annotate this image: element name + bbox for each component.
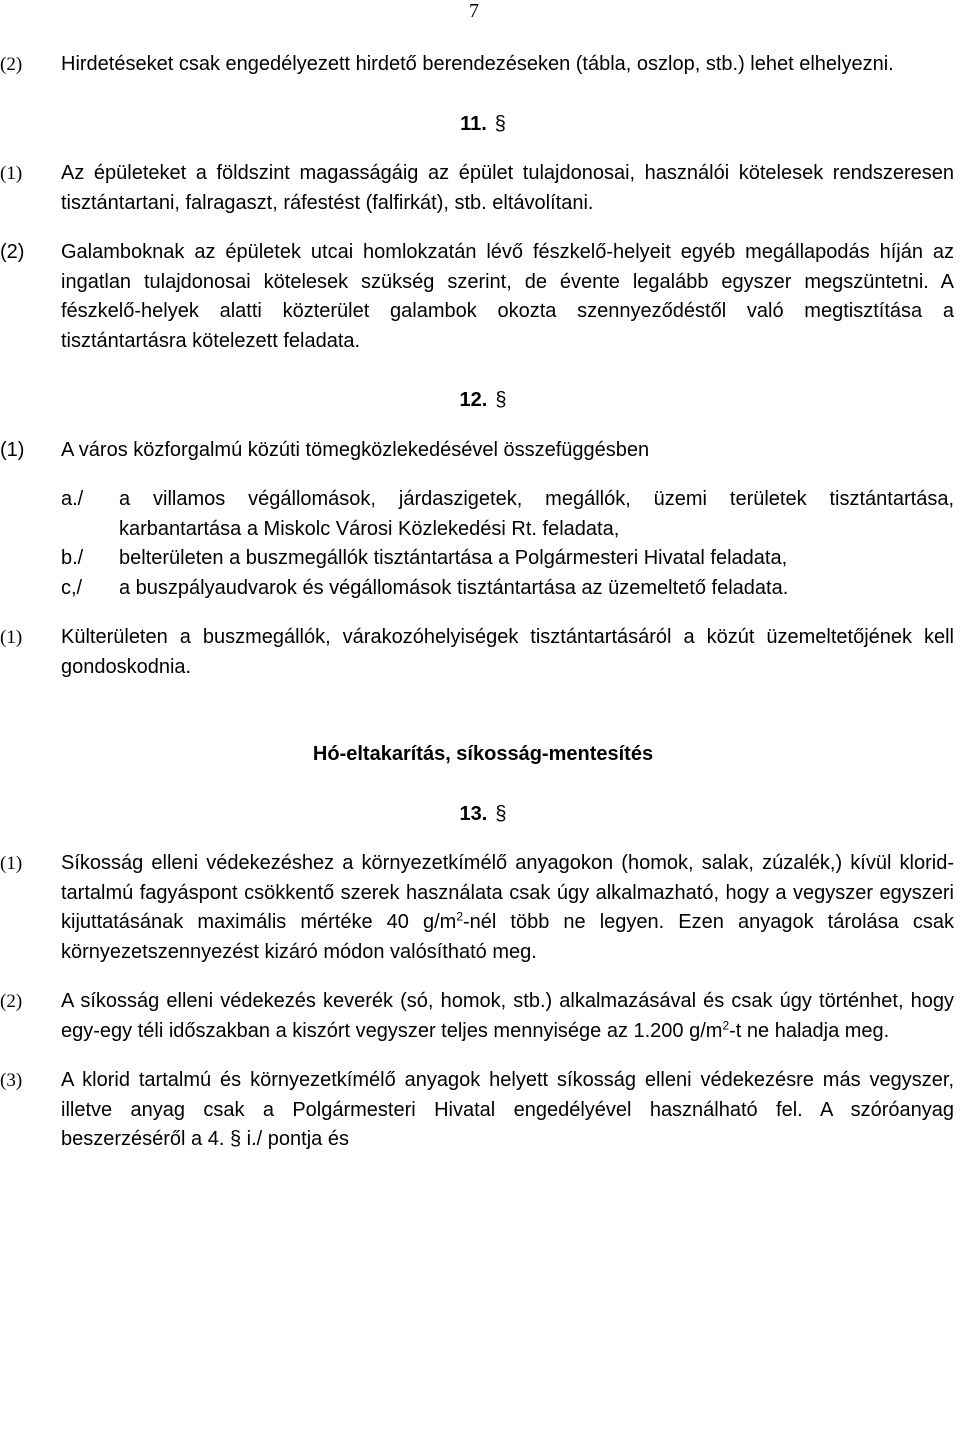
item-text: a buszpályaudvarok és végállomások tisztántartása az üzemeltető feladata. bbox=[119, 576, 789, 599]
paragraph-text-a: Síkosság elleni védekezéshez a környezetkímélő anyagokon (homok, salak, zúzalék,) kívül klorid-tartalmú fagyáspont csökkentő szerek használata csak úgy alkalmazható, hogy a vegyszer egyszeri kijuttatásának maximális mértéke 40 g/m bbox=[61, 852, 954, 933]
paragraph-2-advertising bbox=[0, 50, 954, 80]
paragraph-12-1 bbox=[0, 436, 954, 466]
paragraph-number: (1) bbox=[0, 163, 23, 184]
paragraph-number: (1) bbox=[0, 438, 25, 461]
section-symbol: § bbox=[229, 1128, 242, 1150]
item-text: belterületen a buszmegállók tisztántartása a Polgármesteri Hivatal feladata, bbox=[119, 547, 788, 569]
paragraph-12-1b bbox=[0, 623, 954, 682]
paragraph-number: (2) bbox=[0, 991, 23, 1012]
section-symbol: § bbox=[495, 389, 507, 411]
list-item bbox=[61, 544, 954, 574]
paragraph-text: Az épületeket a földszint magasságáig az épület tulajdonosai, használói kötelesek rendszeresen tisztántartani, falragaszt, ráfestést (falfirkát), stb. eltávolítani. bbox=[61, 162, 954, 214]
paragraph-text-a: A síkosság elleni védekezés keverék (só, homok, stb.) alkalmazásával és csak úgy történhet, hogy egy-egy téli időszakban a kiszórt vegyszer teljes mennyisége az 1.200 g/m bbox=[61, 990, 954, 1042]
document-body bbox=[0, 50, 960, 1155]
paragraph-text-b: i./ pontja és bbox=[246, 1128, 349, 1150]
paragraph-number: (2) bbox=[0, 54, 23, 75]
item-text: a villamos végállomások, járdaszigetek, megállók, üzemi területek tisztántartása, karbantartása a Miskolc Városi Közlekedési Rt. feladata, bbox=[119, 488, 954, 540]
paragraph-text: Galamboknak az épületek utcai homlokzatán lévő fészkelő-helyeit egyéb megállapodás híján az ingatlan tulajdonosai kötelesek szükség szerint, de évente legalább egyszer megszüntetni. A fészkelő-helyek alatti közterület galambok okozta szennyeződéstől való megtisztítása a tisztántartásra kötelezett feladata. bbox=[61, 241, 954, 352]
item-label: c,/ bbox=[61, 576, 83, 599]
section-heading-12 bbox=[0, 386, 960, 416]
paragraph-11-2 bbox=[0, 238, 954, 356]
list-item bbox=[61, 574, 954, 604]
subheading-snow-removal: Hó-eltakarítás, síkosság-mentesítés bbox=[312, 743, 654, 765]
paragraph-text-b: -t ne haladja meg. bbox=[729, 1019, 890, 1042]
paragraph-number: (1) bbox=[0, 853, 23, 874]
superscript: 2 bbox=[722, 1017, 730, 1032]
section-heading-13 bbox=[0, 800, 960, 830]
paragraph-text-b: -nél több ne legyen. Ezen anyagok tárolása csak környezetszennyezést kizáró módon valósítható meg. bbox=[61, 911, 954, 963]
section-number: 13. bbox=[459, 802, 488, 825]
section-symbol: § bbox=[494, 112, 506, 135]
paragraph-13-3 bbox=[0, 1066, 954, 1155]
paragraph-number: (1) bbox=[0, 627, 23, 648]
superscript: 2 bbox=[456, 909, 463, 924]
section-symbol: § bbox=[495, 802, 507, 825]
paragraph-11-1 bbox=[0, 159, 954, 218]
item-label: b./ bbox=[61, 547, 84, 569]
paragraph-text: A város közforgalmú közúti tömegközlekedésével összefüggésben bbox=[61, 438, 650, 461]
paragraph-13-2 bbox=[0, 987, 954, 1046]
paragraph-number: (3) bbox=[0, 1070, 23, 1091]
section-heading-11 bbox=[0, 110, 960, 140]
item-label: a./ bbox=[61, 488, 84, 510]
section-number: 12. bbox=[459, 389, 488, 411]
paragraph-number: (2) bbox=[0, 241, 25, 263]
section-number: 11. bbox=[460, 112, 487, 135]
paragraph-text-a: A klorid tartalmú és környezetkímélő anyagok helyett síkosság elleni védekezésre más vegyszer, illetve anyag csak a Polgármesteri Hivatal engedélyével használható fel. A szóróanyag beszerzéséről a 4. bbox=[61, 1069, 954, 1150]
paragraph-13-1 bbox=[0, 849, 954, 967]
page-number: 7 bbox=[469, 0, 479, 22]
paragraph-text: Hirdetéseket csak engedélyezett hirdető berendezéseken (tábla, oszlop, stb.) lehet elhelyezni. bbox=[61, 53, 894, 75]
paragraph-text: Külterületen a buszmegállók, várakozóhelyiségek tisztántartásáról a közút üzemeltetőjének kell gondoskodnia. bbox=[61, 626, 954, 678]
item-list-12 bbox=[0, 485, 954, 603]
list-item bbox=[61, 485, 954, 544]
